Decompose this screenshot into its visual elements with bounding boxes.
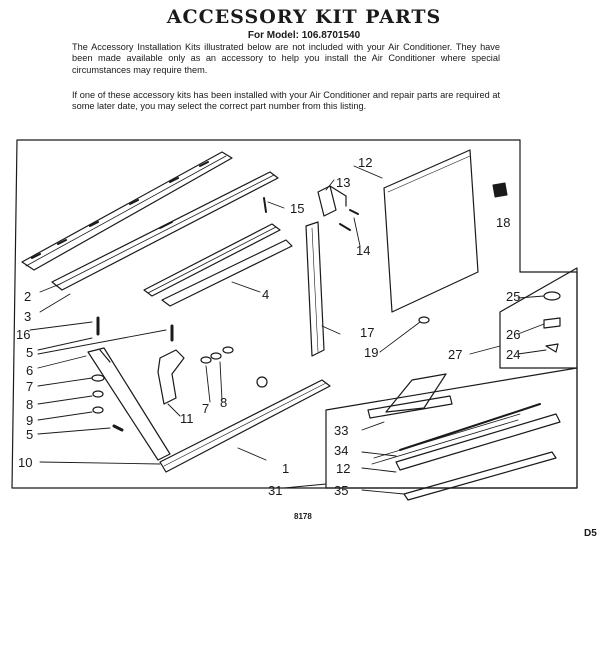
label-part-15: 15 <box>290 201 305 216</box>
label-part-31: 31 <box>268 483 283 498</box>
label-part-16: 16 <box>16 327 31 342</box>
label-part-12a: 12 <box>358 155 373 170</box>
label-part-27: 27 <box>448 347 463 362</box>
label-part-34: 34 <box>334 443 349 458</box>
page-title: ACCESSORY KIT PARTS <box>166 6 442 28</box>
part-18-square <box>493 183 507 197</box>
label-part-11: 11 <box>180 411 194 426</box>
label-part-13: 13 <box>336 175 351 190</box>
part-25-cap <box>544 292 560 300</box>
label-part-19: 19 <box>364 345 379 360</box>
part-1-rail <box>160 380 330 472</box>
model-line: For Model: 106.8701540 <box>247 30 361 41</box>
label-part-1: 1 <box>282 461 290 476</box>
part-11-clip <box>158 350 184 404</box>
part-5-screws <box>98 318 172 430</box>
label-part-12b: 12 <box>336 461 351 476</box>
part-17-bar <box>306 222 324 356</box>
main-outline <box>12 140 577 488</box>
label-part-7b: 7 <box>202 401 210 416</box>
label-part-18: 18 <box>496 215 511 230</box>
part-34-channel <box>396 404 560 470</box>
part-35-channel <box>372 414 556 500</box>
part-26-clip <box>544 318 560 328</box>
page-code: D5 <box>584 528 597 539</box>
label-part-26: 26 <box>506 327 521 342</box>
part-6-arm <box>88 348 170 460</box>
label-part-24: 24 <box>506 347 521 362</box>
label-part-10: 10 <box>18 455 33 470</box>
hardware-stack <box>92 347 267 416</box>
label-part-35: 35 <box>334 483 349 498</box>
part-19-screw <box>419 317 429 323</box>
label-part-33: 33 <box>334 423 349 438</box>
part-4b-bracket <box>162 240 292 306</box>
part-12-panel <box>384 150 478 312</box>
label-part-5b: 5 <box>26 427 34 442</box>
label-part-2: 2 <box>24 289 32 304</box>
label-part-7a: 7 <box>26 379 34 394</box>
intro-paragraph: The Accessory Installation Kits illustrated below are not included with your Air Conditioner. They have been made available only as an accessory to help you install the Air Conditioner where special circumstances may require them. <box>72 42 500 75</box>
label-part-3: 3 <box>24 309 32 324</box>
label-part-14: 14 <box>356 243 371 258</box>
label-part-25: 25 <box>506 289 521 304</box>
part-24-clip <box>546 344 558 352</box>
note-paragraph: If one of these accessory kits has been installed with your Air Conditioner and repair parts are required at some later date, you may select the correct part number from this listing. <box>72 90 500 112</box>
drawing-code: 8178 <box>294 512 312 521</box>
label-part-9: 9 <box>26 413 34 428</box>
label-part-6: 6 <box>26 363 34 378</box>
label-part-17: 17 <box>360 325 375 340</box>
label-part-5a: 5 <box>26 345 34 360</box>
label-part-8b: 8 <box>220 395 228 410</box>
part-13-bracket <box>318 186 346 216</box>
part-15-screws <box>264 198 358 230</box>
label-part-4: 4 <box>262 287 270 302</box>
part-2-bracket <box>22 152 232 270</box>
label-part-8a: 8 <box>26 397 34 412</box>
